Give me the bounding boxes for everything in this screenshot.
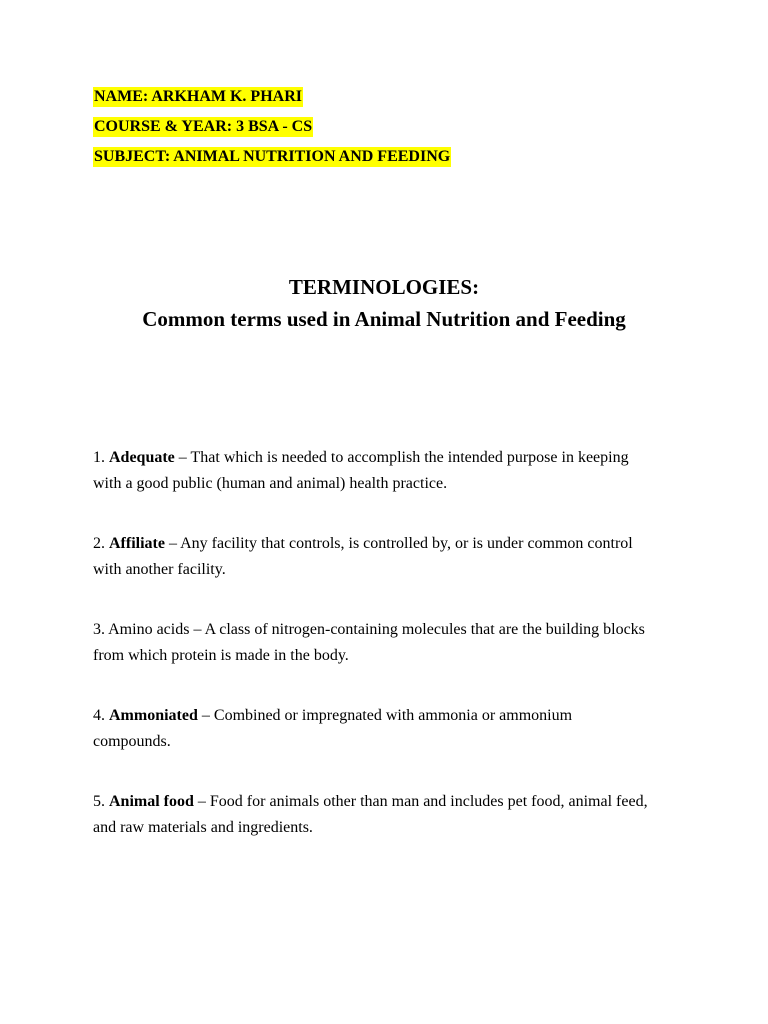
term-definition: – Food for animals other than man and includes pet food, animal feed, and raw materials and ingredients.: [93, 793, 648, 836]
student-name: NAME: ARKHAM K. PHARI: [94, 88, 302, 105]
subject: SUBJECT: ANIMAL NUTRITION AND FEEDING: [94, 148, 451, 165]
term-name: Ammoniated: [109, 707, 198, 724]
term-definition: – Combined or impregnated with ammonia or ammonium compounds.: [93, 707, 573, 750]
term-name: Animal food: [109, 793, 194, 810]
term-number: 2.: [93, 535, 109, 552]
course-year: COURSE & YEAR: 3 BSA - CS: [94, 118, 313, 135]
term-item: [93, 445, 653, 497]
document-subtitle: Common terms used in Animal Nutrition and Feeding: [142, 307, 626, 331]
term-number: 1.: [93, 449, 109, 466]
term-item: [93, 789, 653, 841]
term-item: [93, 531, 653, 583]
terms-list: [93, 445, 653, 875]
term-definition: – That which is needed to accomplish the intended purpose in keeping with a good public (human and animal) health practice.: [93, 449, 629, 492]
document-title-block: [0, 275, 768, 331]
term-definition: – A class of nitrogen-containing molecules that are the building blocks from which protein is made in the body.: [93, 621, 645, 664]
term-item: [93, 617, 653, 669]
term-number: 5.: [93, 793, 109, 810]
term-definition: – Any facility that controls, is controlled by, or is under common control with another facility.: [93, 535, 633, 578]
document-title: TERMINOLOGIES:: [288, 275, 480, 299]
term-name: Adequate: [109, 449, 175, 466]
term-number: 4.: [93, 707, 109, 724]
term-item: [93, 703, 653, 755]
term-number: 3.: [93, 621, 109, 638]
term-name: Affiliate: [109, 535, 165, 552]
student-info-header: [93, 87, 451, 177]
term-name: Amino acids: [108, 621, 190, 638]
